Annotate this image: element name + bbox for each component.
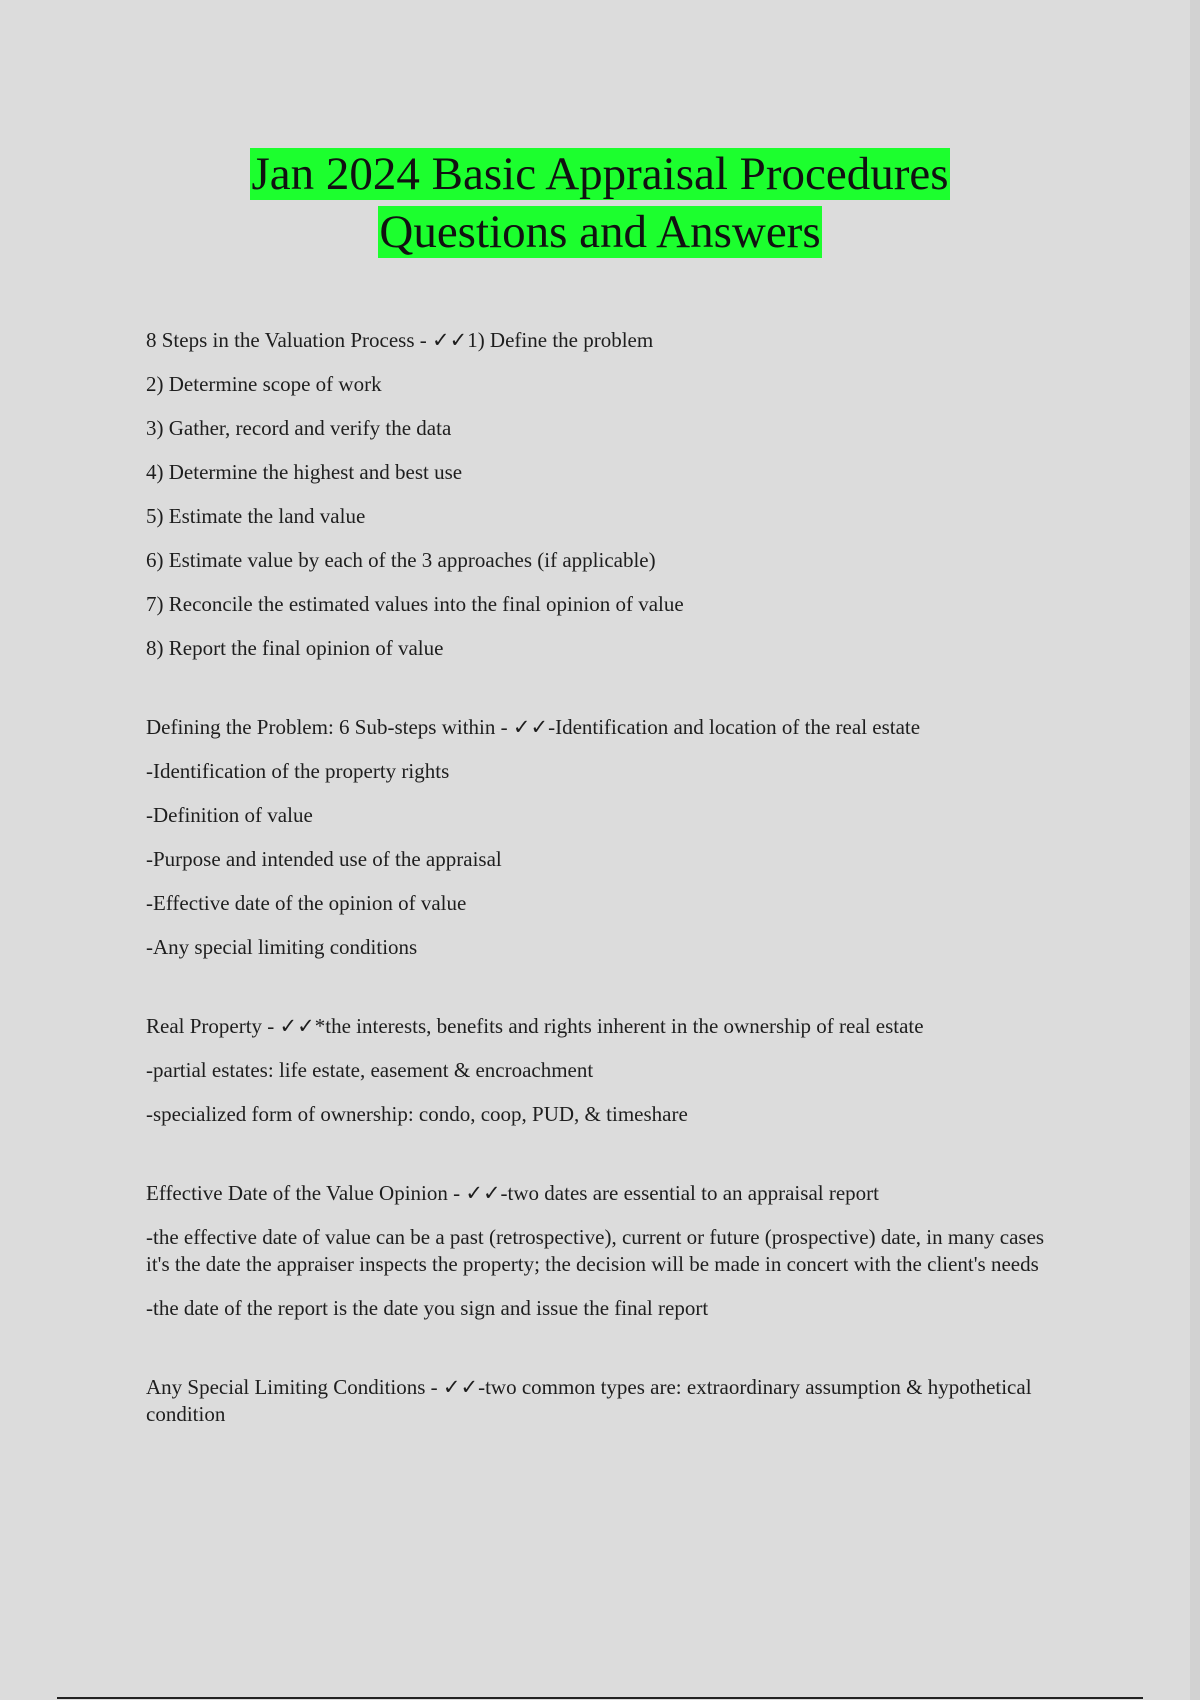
answer-line: 3) Gather, record and verify the data bbox=[146, 416, 452, 440]
title-line-2: Questions and Answers bbox=[379, 206, 821, 258]
question-line: Effective Date of the Value Opinion - ✓✓-two dates are essential to an appraisal report bbox=[146, 1181, 879, 1205]
answer-line: 4) Determine the highest and best use bbox=[146, 460, 463, 484]
answer-line: -specialized form of ownership: condo, coop, PUD, & timeshare bbox=[146, 1102, 688, 1126]
answer-line: 6) Estimate value by each of the 3 approaches (if applicable) bbox=[146, 548, 656, 572]
answer-line: -Any special limiting conditions bbox=[146, 935, 418, 959]
qa-effective-date bbox=[146, 1180, 1066, 1322]
qa-defining-problem bbox=[146, 714, 1066, 961]
answer-line: -the effective date of value can be a past (retrospective), current or future (prospective) date, in many cases it's the date the appraiser inspects the property; the decision will be made in concert with the client's needs bbox=[146, 1225, 1045, 1276]
answer-line: 5) Estimate the land value bbox=[146, 504, 366, 528]
question-line: Defining the Problem: 6 Sub-steps within - ✓✓-Identification and location of the real estate bbox=[146, 715, 921, 739]
answer-line: 8) Report the final opinion of value bbox=[146, 636, 444, 660]
qa-content bbox=[146, 327, 1066, 1480]
answer-line: -Definition of value bbox=[146, 803, 313, 827]
answer-line: -Identification of the property rights bbox=[146, 759, 450, 783]
qa-valuation-steps bbox=[146, 327, 1066, 662]
answer-line: -the date of the report is the date you sign and issue the final report bbox=[146, 1296, 709, 1320]
title-line-1: Jan 2024 Basic Appraisal Procedures bbox=[251, 148, 949, 200]
qa-limiting-conditions bbox=[146, 1374, 1066, 1428]
answer-line: -partial estates: life estate, easement & encroachment bbox=[146, 1058, 594, 1082]
question-line: Any Special Limiting Conditions - ✓✓-two common types are: extraordinary assumption & hypothetical condition bbox=[146, 1375, 1032, 1426]
footer-divider bbox=[57, 1697, 1143, 1699]
qa-real-property bbox=[146, 1013, 1066, 1128]
answer-line: -Effective date of the opinion of value bbox=[146, 891, 467, 915]
document-title bbox=[0, 145, 1200, 261]
question-line: 8 Steps in the Valuation Process - ✓✓1) Define the problem bbox=[146, 328, 654, 352]
answer-line: -Purpose and intended use of the appraisal bbox=[146, 847, 502, 871]
answer-line: 7) Reconcile the estimated values into the final opinion of value bbox=[146, 592, 684, 616]
question-line: Real Property - ✓✓*the interests, benefits and rights inherent in the ownership of real estate bbox=[146, 1014, 924, 1038]
answer-line: 2) Determine scope of work bbox=[146, 372, 382, 396]
